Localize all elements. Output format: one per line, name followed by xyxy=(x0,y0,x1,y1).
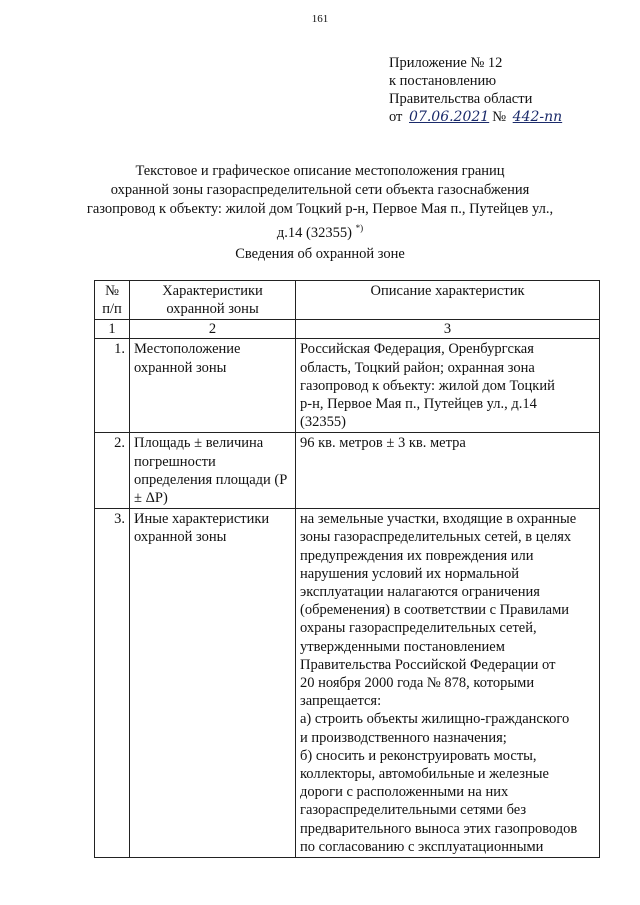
column-number-1: 1 xyxy=(95,320,130,339)
description-line: утвержденными постановлением xyxy=(300,638,505,655)
row-characteristic: Местоположение охранной зоны xyxy=(130,339,296,433)
description-line: предварительного выноса этих газопроводов xyxy=(300,820,578,837)
row-characteristic: Площадь ± величина погрешности определения площади (P ± ΔP) xyxy=(130,433,296,509)
description-line: коллекторы, автомобильные и железные xyxy=(300,766,549,783)
column-number-2: 2 xyxy=(130,320,296,339)
title-line-4-text: д.14 (32355) xyxy=(276,224,352,241)
title-line-4 xyxy=(60,219,580,243)
header-description: Описание характеристик xyxy=(296,281,600,320)
table-row xyxy=(95,433,600,509)
appendix-line-1: Приложение № 12 xyxy=(389,55,503,71)
description-line: газораспределительными сетями без xyxy=(300,802,527,819)
appendix-prefix: от xyxy=(389,109,403,125)
section-subtitle: Сведения об охранной зоне xyxy=(235,246,405,262)
appendix-block xyxy=(389,54,565,126)
description-line: запрещается: xyxy=(300,693,382,710)
header-num: № п/п xyxy=(95,281,130,320)
header-characteristic: Характеристики охранной зоны xyxy=(130,281,296,320)
description-line: область, Тоцкий район; охранная зона xyxy=(300,359,535,376)
title-footnote-mark: *) xyxy=(355,223,364,233)
description-line: 96 кв. метров ± 3 кв. метра xyxy=(300,435,466,452)
description-line: (обременения) в соответствии с Правилами xyxy=(300,602,570,619)
description-line: охраны газораспределительных сетей, xyxy=(300,620,537,637)
description-line: р-н, Первое Мая п., Путейцев ул., д.14 xyxy=(300,396,537,413)
description-line: Правительства Российской Федерации от xyxy=(300,656,556,673)
description-line: 20 ноября 2000 года № 878, которыми xyxy=(300,675,535,692)
description-line: а) строить объекты жилищно-гражданского xyxy=(300,711,570,728)
appendix-date: 07.06.2021 xyxy=(409,109,490,125)
description-line: эксплуатации налагаются ограничения xyxy=(300,584,540,601)
appendix-number: 442-пп xyxy=(512,109,563,125)
description-line: дороги с расположенными на них xyxy=(300,784,509,801)
description-line: и производственного назначения; xyxy=(300,729,507,746)
description-line: (32355) xyxy=(300,414,346,431)
description-line: предупреждения их повреждения или xyxy=(300,547,534,564)
table-header-row xyxy=(95,281,600,320)
column-number-3: 3 xyxy=(296,320,600,339)
table-row xyxy=(95,509,600,858)
description-line: нарушения условий их нормальной xyxy=(300,565,520,582)
appendix-line-2: к постановлению xyxy=(389,73,497,89)
appendix-line-3: Правительства области xyxy=(389,91,533,107)
description-line: газопровод к объекту: жилой дом Тоцкий xyxy=(300,377,555,394)
row-characteristic: Иные характеристики охранной зоны xyxy=(130,509,296,858)
title-line-3: газопровод к объекту: жилой дом Тоцкий р-н, Первое Мая п., Путейцев ул., xyxy=(86,201,554,217)
appendix-line-4 xyxy=(389,108,565,126)
zone-info-table xyxy=(94,280,600,858)
description-line: зоны газораспределительных сетей, в целях xyxy=(300,529,572,546)
appendix-number-sign: № xyxy=(492,109,507,125)
title-line-2: охранной зоны газораспределительной сети объекта газоснабжения xyxy=(110,182,530,198)
description-line: на земельные участки, входящие в охранные xyxy=(300,511,577,528)
table-row xyxy=(95,339,600,433)
row-num: 2. xyxy=(95,433,130,509)
page-number: 161 xyxy=(311,13,329,25)
row-description xyxy=(296,339,600,433)
row-description xyxy=(296,433,600,509)
description-line: б) сносить и реконструировать мосты, xyxy=(300,747,537,764)
row-num: 3. xyxy=(95,509,130,858)
description-line: по согласованию с эксплуатационными xyxy=(300,838,544,855)
description-line: Российская Федерация, Оренбургская xyxy=(300,341,534,358)
row-num: 1. xyxy=(95,339,130,433)
document-title xyxy=(60,162,580,243)
table-column-number-row xyxy=(95,320,600,339)
title-line-1: Текстовое и графическое описание местоположения границ xyxy=(135,163,505,179)
row-description xyxy=(296,509,600,858)
